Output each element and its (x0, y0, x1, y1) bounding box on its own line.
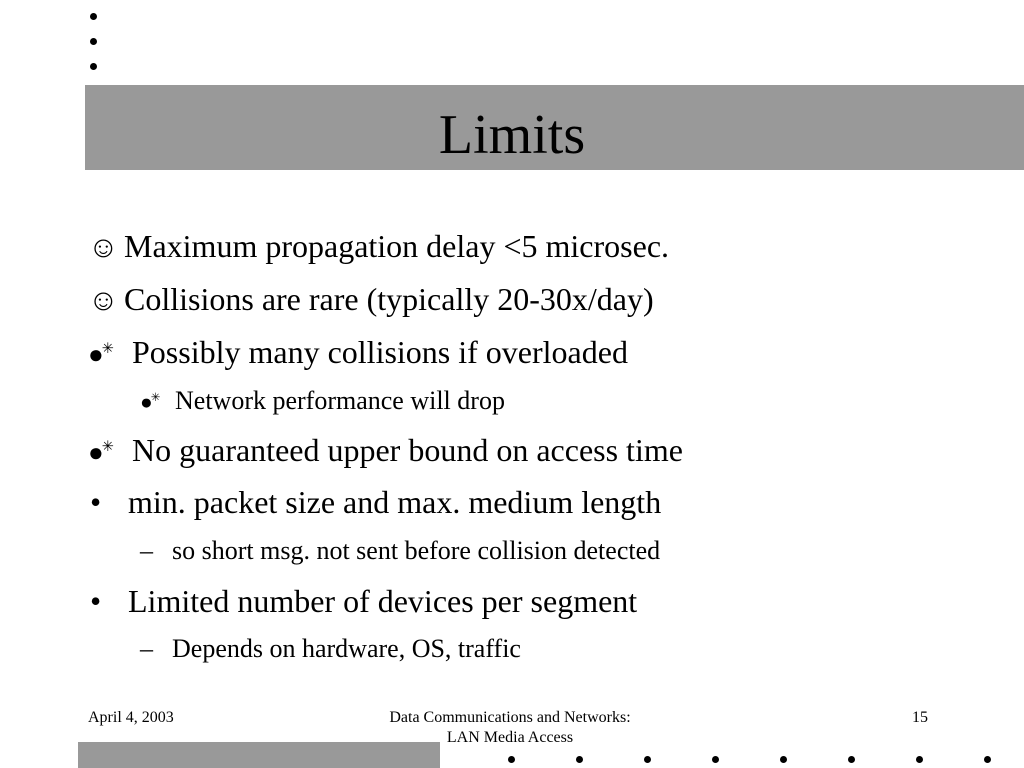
footer-title-line2: LAN Media Access (446, 729, 574, 746)
bullet-text: Depends on hardware, OS, traffic (172, 634, 521, 663)
sub-bullet-item (140, 386, 505, 416)
bullet-item (88, 281, 654, 318)
decorative-dot (644, 756, 651, 763)
decorative-dot (508, 756, 515, 763)
footer-date: April 4, 2003 (88, 709, 174, 726)
sub-bullet-item (140, 634, 521, 664)
bomb-icon: ●✳ (88, 340, 114, 369)
title-bar (85, 85, 1024, 170)
bottom-bar (78, 742, 440, 768)
decorative-dot (712, 756, 719, 763)
decorative-dot (916, 756, 923, 763)
bullet-text: No guaranteed upper bound on access time (132, 432, 683, 468)
dash-icon: – (140, 634, 153, 663)
bullet-dot-icon: • (90, 484, 102, 520)
bullet-dot-icon: • (90, 583, 102, 619)
bullet-text: so short msg. not sent before collision detected (172, 536, 661, 565)
smiley-icon: ☺ (88, 231, 119, 264)
bullet-item (88, 334, 628, 371)
bullet-item (88, 484, 661, 521)
sub-bullet-item (140, 536, 660, 566)
smiley-icon: ☺ (88, 284, 119, 317)
bomb-icon: ●✳ (140, 390, 161, 414)
bullet-text: Collisions are rare (typically 20-30x/day) (124, 281, 654, 317)
decorative-dot (848, 756, 855, 763)
decorative-dot (984, 756, 991, 763)
decorative-dot (90, 63, 97, 70)
bullet-item (88, 583, 637, 620)
decorative-dot (90, 13, 97, 20)
bullet-text: Network performance will drop (175, 386, 505, 415)
bullet-text: Maximum propagation delay <5 microsec. (124, 228, 670, 264)
dash-icon: – (140, 536, 153, 565)
decorative-dot (576, 756, 583, 763)
bullet-text: Limited number of devices per segment (128, 583, 638, 619)
slide-title: Limits (438, 104, 586, 166)
footer-title-line1: Data Communications and Networks: (389, 709, 631, 726)
bullet-item (88, 228, 669, 265)
bullet-text: min. packet size and max. medium length (128, 484, 662, 520)
decorative-dot (780, 756, 787, 763)
bullet-item (88, 432, 683, 469)
bullet-text: Possibly many collisions if overloaded (132, 334, 628, 370)
page-number: 15 (912, 709, 928, 726)
bomb-icon: ●✳ (88, 438, 114, 467)
decorative-dot (90, 38, 97, 45)
